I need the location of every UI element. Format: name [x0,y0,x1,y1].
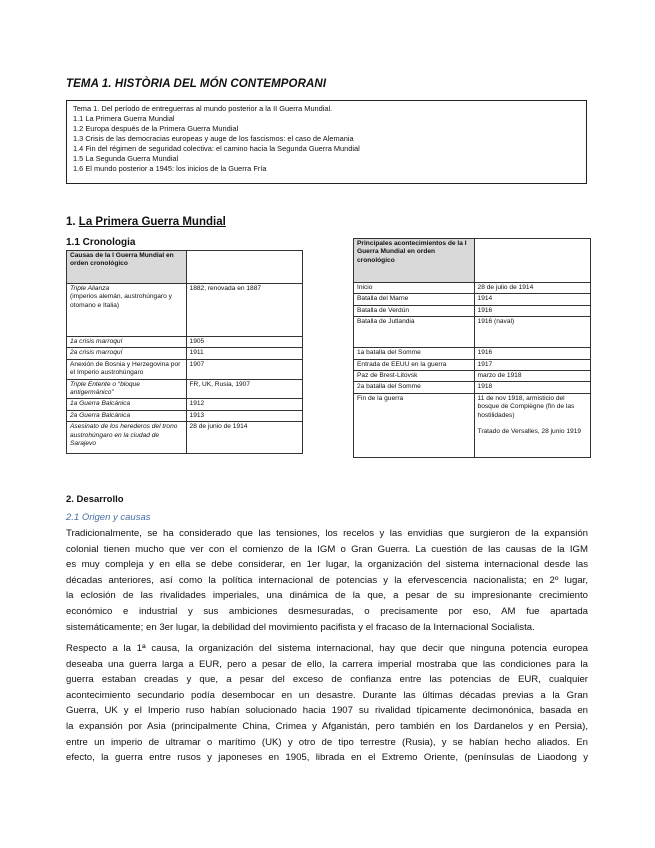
paragraph-line: guerra estaban creadas y que, a pesar del exceso de confianza entre las potencias de EUR, cualquier [66,674,588,686]
toc-item: 1.2 Europa después de la Primera Guerra Mundial [73,124,239,133]
section-1-heading [66,216,226,228]
events-table-cell: 1916 (naval) [474,317,590,348]
paragraph-line: décadas anteriores, así como la política internacional de potencias y la efervescencia nacionalista; en 2º lugar, [66,574,588,586]
events-table-cell: Paz de Brest-Litovsk [354,371,475,382]
events-table-cell: Batalla del Marne [354,294,475,305]
events-table-cell: 1a batalla del Somme [354,348,475,359]
subsection-2-1-heading: 2.1 Origen y causas [66,512,151,523]
causes-table-cell: Asesinato de los herederos del trono austrohúngaro en la ciudad de Sarajevo [67,422,187,454]
document-title-prefix: TEMA 1 [66,78,109,90]
document-title-rest: . HISTÒRIA DEL MÓN CONTEMPORANI [108,78,327,90]
paragraph-line: Tradicionalmente, se ha considerado que las tensiones, los recelos y las envidias que surgieron de la expansión [66,528,588,539]
causes-table-header: Causas de la I Guerra Mundial en orden cronológico [67,251,187,284]
subsection-1-1-heading: 1.1 Cronologia [66,237,136,248]
events-table-header: Principales acontecimientos de la I Guerra Mundial en orden cronológico [354,239,475,283]
paragraph-2 [66,641,588,766]
paragraph-line: la expansión por Asia (principalmente China, Crimea y Afganistán, pero también en los Dardanelos y en Persia), [66,720,588,732]
section-1-number: 1. [66,216,79,228]
events-table [353,238,591,458]
paragraph-line: acontecimiento secundario podía desembocar en un desastre. Durante las últimas décadas previas a la Gran [66,689,588,701]
causes-table-cell: Triple Entente o “bloque antigermánico” [67,379,187,399]
causes-table-cell: 1913 [186,410,302,421]
section-1-title: La Primera Guerra Mundial [78,216,226,228]
events-table-cell: 1917 [474,359,590,370]
paragraph-line: entre un imperio de ultramar o marítimo (UK) y otro de tipo terrestre (Rusia), y se habían hecho aliados. En [66,736,588,748]
events-table-cell: Inicio [354,283,475,294]
causes-table-cell: 1905 [186,337,302,348]
causes-table-cell: 2a Guerra Balcánica [67,410,187,421]
events-table-cell: 28 de julio de 1914 [474,283,590,294]
paragraph-line: efecto, la guerra entre rusos y japoneses en 1905, librada en el Extremo Oriente, (penínsulas de Liaodong y [66,752,588,764]
causes-table-cell: 1911 [186,348,302,359]
causes-table-header-blank [186,251,302,284]
toc-item: 1.4 Fin del régimen de seguridad colectiva: el camino hacia la Segunda Guerra Mundial [73,144,360,153]
events-table-cell: Batalla de Verdún [354,305,475,316]
paragraph-line: económico e industrial y sus ambiciones desmesuradas, o precisamente por eso, AM fue apartada [66,605,588,617]
section-2-heading: 2. Desarrollo [66,494,124,505]
causes-table-cell: 1a crisis marroquí [67,337,187,348]
events-table-cell: 2a batalla del Somme [354,382,475,393]
events-table-header-blank [474,239,590,283]
paragraph-line: colonial tienen mucho que ver con el comienzo de la IGM o Gran Guerra. La cuestión de las causas de la IGM [66,543,588,555]
causes-table-cell: 1907 [186,359,302,379]
events-table-cell: 1914 [474,294,590,305]
toc-item: 1.6 El mundo posterior a 1945: los inicios de la Guerra Fría [73,164,267,173]
causes-table-cell: 1a Guerra Balcánica [67,399,187,410]
causes-table [66,250,303,454]
events-table-cell: 1918 [474,382,590,393]
paragraph-line: sistemáticamente; en 3er lugar, la debilidad del movimiento pacifista y el fracaso de la Internacional Socialista. [66,621,535,633]
paragraph-1 [66,526,588,635]
causes-table-cell: 1882, renovada en 1887 [186,284,302,337]
events-table-cell: 1916 [474,305,590,316]
document-title [66,78,326,90]
events-table-cell: Batalla de Jutlandia [354,317,475,348]
paragraph-line: Respecto a la 1ª causa, la organización del sistema internacional, hay que decir que ninguna potencia europea [66,643,588,654]
causes-table-cell: 28 de junio de 1914 [186,422,302,454]
paragraph-line: deseaba una guerra larga a EUR, pero a pesar de ello, la carrera imperial mostraba que las condiciones para la [66,658,588,670]
causes-table-cell: 1912 [186,399,302,410]
events-table-cell: 1916 [474,348,590,359]
causes-table-cell: Anexión de Bosnia y Herzegovina por el Imperio austrohúngaro [67,359,187,379]
causes-table-cell: Triple Alianza (imperios alemán, austrohúngaro y otomano e Italia) [67,284,187,337]
events-table-cell: Fin de la guerra [354,393,475,457]
paragraph-line: la eclosión de las rivalidades imperiales, una dinámica de la que, a pesar de su impresionante crecimiento [66,590,588,602]
toc-item: 1.5 La Segunda Guerra Mundial [73,154,179,163]
toc-item: 1.3 Crisis de las democracias europeas y auge de los fascismos: el caso de Alemania [73,134,354,143]
causes-table-cell: 2a crisis marroquí [67,348,187,359]
events-table-cell: marzo de 1918 [474,371,590,382]
table-of-contents [66,100,587,184]
toc-item: 1.1 La Primera Guerra Mundial [73,114,175,123]
events-table-cell: 11 de nov 1918, armisticio del bosque de Compiègne (fin de las hostilidades) Tratado de Versalles, 28 junio 1919 [474,393,590,457]
causes-table-cell: FR, UK, Rusia, 1907 [186,379,302,399]
toc-item: Tema 1. Del período de entreguerras al mundo posterior a la II Guerra Mundial. [73,104,333,113]
paragraph-line: Guerra, UK y el Imperio ruso habían solucionado hacia 1907 su rivalidad típicamente decimonónica, basada en [66,705,588,717]
events-table-cell: Entrada de EEUU en la guerra [354,359,475,370]
paragraph-line: es muy compleja y en ella se debe considerar, en 1er lugar, la organización del sistema internacional desde las [66,559,588,571]
